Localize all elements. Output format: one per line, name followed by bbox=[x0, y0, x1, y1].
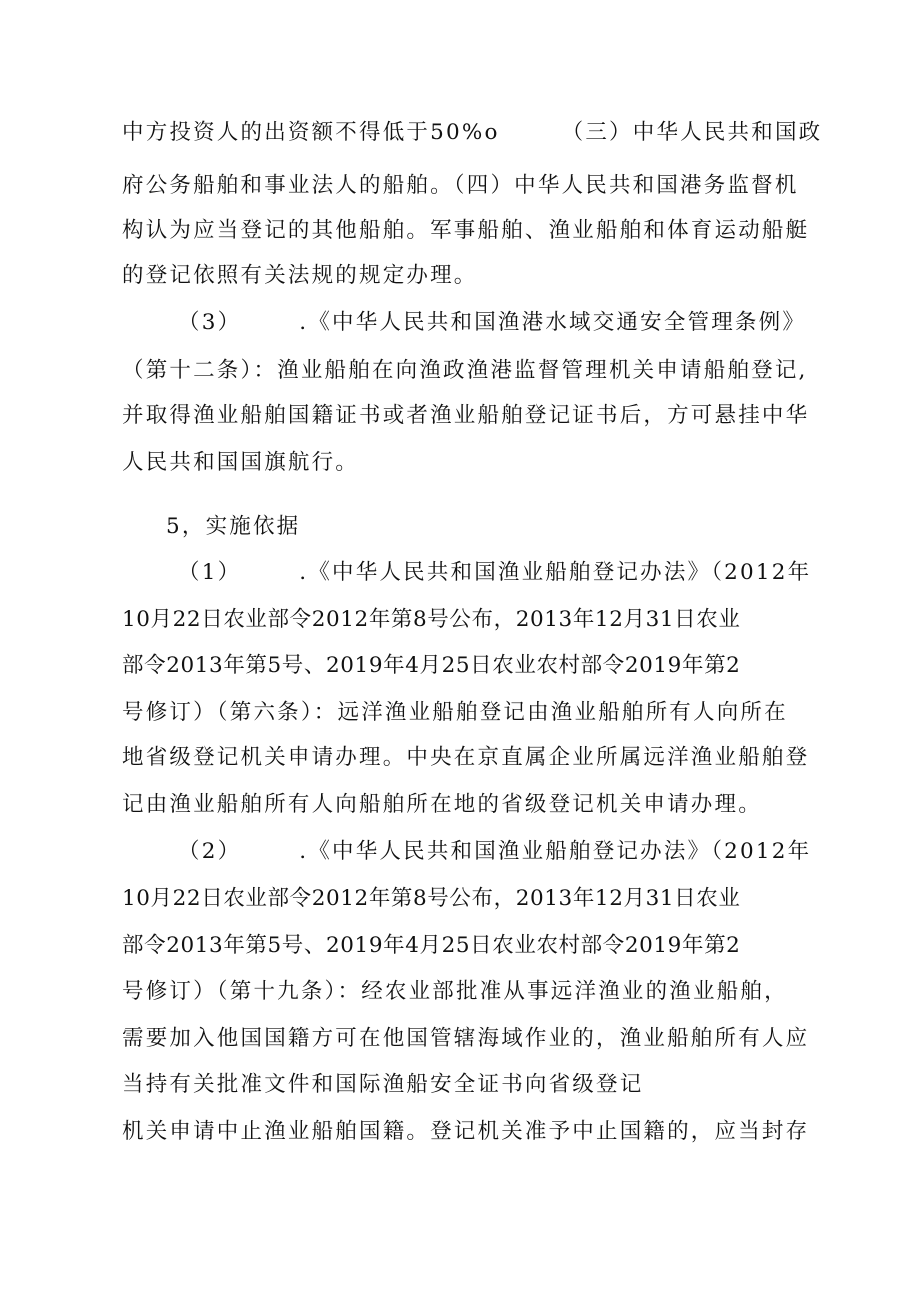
item-number: （2） bbox=[178, 839, 242, 864]
text-segment: .《中华人民共和国渔业船舶登记办法》（2012年 bbox=[299, 839, 812, 864]
text-segment: （三）中华人民共和国政 bbox=[561, 120, 823, 145]
text-line: 的登记依照有关法规的规定办理。 bbox=[122, 263, 478, 288]
text-line bbox=[178, 558, 858, 588]
text-line: 当持有关批准文件和国际渔船安全证书向省级登记 bbox=[122, 1072, 644, 1097]
text-line: 部令2013年第5号、2019年4月25日农业农村部令2019年第2 bbox=[122, 653, 741, 678]
text-line: 人民共和国国旗航行。 bbox=[122, 450, 360, 475]
text-segment: 中方投资人的出资额不得低于50%o bbox=[122, 120, 500, 145]
text-line: 府公务船舶和事业法人的船舶。（四）中华人民共和国港务监督机 bbox=[122, 173, 799, 198]
text-line: 号修订）（第六条）：远洋渔业船舶登记由渔业船舶所有人向所在 bbox=[122, 700, 788, 725]
text-line: 地省级登记机关申请办理。中央在京直属企业所属远洋渔业船舶登 bbox=[122, 745, 810, 770]
text-line: 部令2013年第5号、2019年4月25日农业农村部令2019年第2 bbox=[122, 933, 741, 958]
section-heading: 5，实施依据 bbox=[166, 514, 301, 539]
text-line: 构认为应当登记的其他船舶。军事船舶、渔业船舶和体育运动船艇 bbox=[122, 218, 810, 243]
text-line: 并取得渔业船舶国籍证书或者渔业船舶登记证书后，方可悬挂中华 bbox=[122, 403, 810, 428]
text-line: 10月22日农业部令2012年第8号公布，2013年12月31日农业 bbox=[122, 886, 741, 911]
text-line: 记由渔业船舶所有人向船舶所在地的省级登记机关申请办理。 bbox=[122, 792, 762, 817]
text-line: 号修订）（第十九条）：经农业部批准从事远洋渔业的渔业船舶， bbox=[122, 979, 788, 1004]
text-segment: .《中华人民共和国渔业船舶登记办法》（2012年 bbox=[299, 560, 812, 585]
text-segment: .《中华人民共和国渔港水域交通安全管理条例》 bbox=[299, 310, 807, 335]
text-line: 10月22日农业部令2012年第8号公布，2013年12月31日农业 bbox=[122, 607, 741, 632]
text-line bbox=[178, 308, 858, 338]
text-line bbox=[122, 118, 823, 148]
item-number: （1） bbox=[178, 560, 242, 585]
text-line: 机关申请中止渔业船舶国籍。登记机关准予中止国籍的，应当封存 bbox=[122, 1119, 810, 1144]
text-line: （第十二条）：渔业船舶在向渔政渔港监督管理机关申请船舶登记, bbox=[122, 358, 808, 383]
text-line: 需要加入他国国籍方可在他国管辖海域作业的，渔业船舶所有人应 bbox=[122, 1026, 810, 1051]
text-line bbox=[178, 837, 858, 867]
item-number: （3） bbox=[178, 310, 242, 335]
